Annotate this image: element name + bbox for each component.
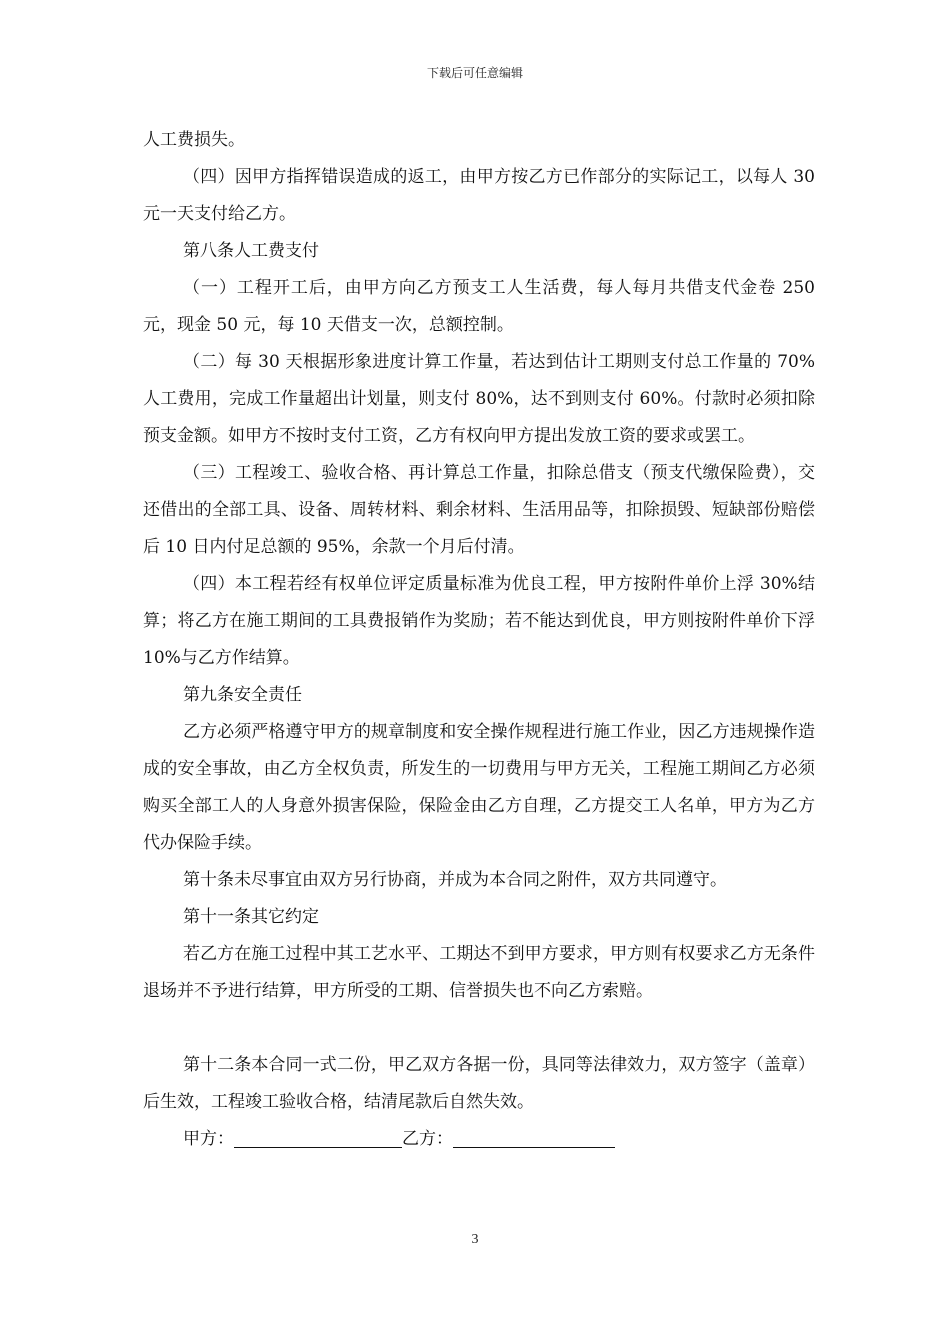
spacer [143,1010,815,1047]
document-body [143,122,815,1158]
paragraph: （四）因甲方指挥错误造成的返工，由甲方按乙方已作部分的实际记工，以每人 30 元一天支付给乙方。 [143,167,815,224]
party-b-label: 乙方： [402,1129,453,1149]
paragraph: 若乙方在施工过程中其工艺水平、工期达不到甲方要求，甲方则有权要求乙方无条件退场并不予进行结算，甲方所受的工期、信誉损失也不向乙方索赔。 [143,944,815,1001]
paragraph: 人工费损失。 [143,130,245,150]
paragraph: （三）工程竣工、验收合格、再计算总工作量，扣除总借支（预支代缴保险费），交还借出的全部工具、设备、周转材料、剩余材料、生活用品等，扣除损毁、短缺部份赔偿后 10 日内付足总额的 95%，余款一个月后付清。 [143,463,815,557]
section-heading: 第九条安全责任 [183,685,302,705]
paragraph: （一）工程开工后，由甲方向乙方预支工人生活费，每人每月共借支代金卷 250 元，现金 50 元，每 10 天借支一次，总额控制。 [143,278,815,335]
party-a-signature-line [234,1125,402,1148]
page-number: 3 [471,1232,479,1247]
section-heading: 第十条未尽事宜由双方另行协商，并成为本合同之附件，双方共同遵守。 [183,870,727,890]
paragraph: 乙方必须严格遵守甲方的规章制度和安全操作规程进行施工作业，因乙方违规操作造成的安全事故，由乙方全权负责，所发生的一切费用与甲方无关，工程施工期间乙方必须购买全部工人的人身意外损害保险，保险金由乙方自理，乙方提交工人名单，甲方为乙方代办保险手续。 [143,722,815,853]
party-b-signature-line [453,1125,615,1148]
section-heading: 第十一条其它约定 [183,907,319,927]
section-heading: 第八条人工费支付 [183,241,319,261]
page-header: 下载后可任意编辑 [426,66,523,80]
paragraph: （四）本工程若经有权单位评定质量标准为优良工程，甲方按附件单价上浮 30%结算；将乙方在施工期间的工具费报销作为奖励；若不能达到优良，甲方则按附件单价下浮 10%与乙方作结算。 [143,574,815,668]
party-a-label: 甲方： [183,1129,234,1149]
paragraph: （二）每 30 天根据形象进度计算工作量，若达到估计工期则支付总工作量的 70%人工费用，完成工作量超出计划量，则支付 80%，达不到则支付 60%。付款时必须扣除预支金额。如甲方不按时支付工资，乙方有权向甲方提出发放工资的要求或罢工。 [143,352,815,446]
final-clause-paragraph: 第十二条本合同一式二份，甲乙双方各据一份，具同等法律效力，双方签字（盖章）后生效，工程竣工验收合格，结清尾款后自然失效。 [143,1055,815,1112]
signature-row [143,1121,815,1158]
